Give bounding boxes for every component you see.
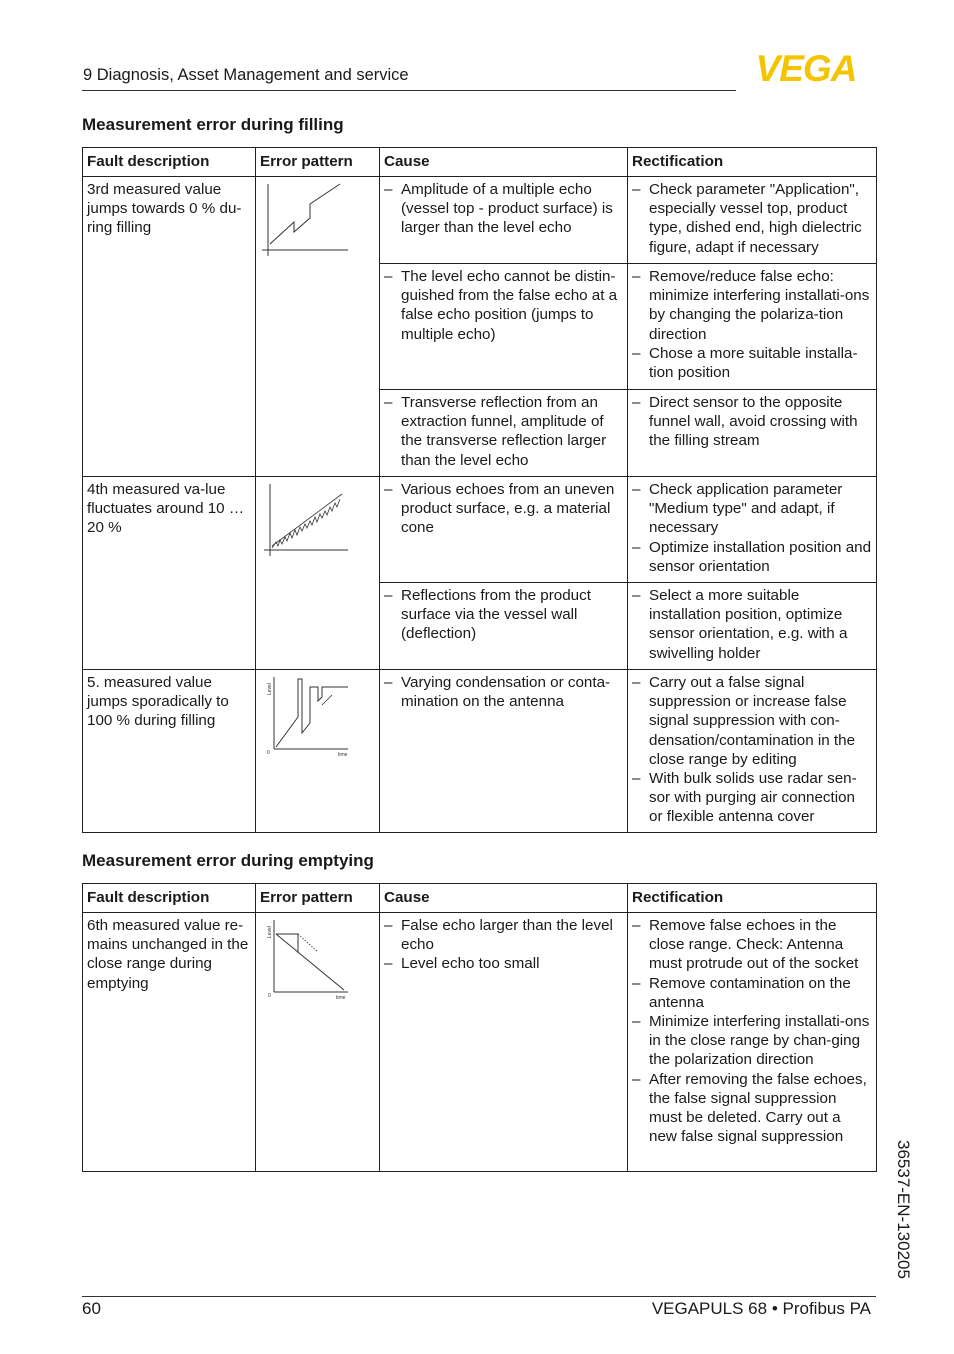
col-cause: Cause — [380, 148, 628, 177]
cause-item: – The level echo cannot be distin-guished from the false echo at a false echo position (jumps to multiple echo) — [384, 267, 623, 344]
cause-cell — [380, 913, 628, 1172]
cause-cell — [380, 264, 628, 390]
rectification-item: – Check parameter "Application", especially vessel top, product type, dished end, high dielectric figure, adapt if necessary — [632, 180, 872, 257]
cause-item: – Reflections from the product surface via the vessel wall (deflection) — [384, 586, 623, 644]
axis-xlabel: time — [338, 752, 348, 757]
rectification-item: – Remove/reduce false echo: minimize interfering installati-ons by changing the polariza-tion direction — [632, 267, 872, 344]
col-fault-description: Fault description — [83, 148, 256, 177]
error-pattern-jump-down-chart — [260, 180, 350, 260]
error-pattern-cell — [256, 670, 380, 833]
emptying-section-title: Measurement error during emptying — [82, 851, 374, 870]
rectification-cell — [628, 390, 877, 477]
cause-cell — [380, 390, 628, 477]
cause-item: – False echo larger than the level echo — [384, 916, 623, 954]
table-row — [83, 477, 877, 583]
error-pattern-cell — [256, 177, 380, 477]
col-error-pattern: Error pattern — [256, 148, 380, 177]
axis-origin: 0 — [268, 993, 271, 999]
fault-description: 5. measured value jumps sporadically to 100 % during filling — [83, 670, 256, 833]
emptying-error-table — [82, 883, 877, 1172]
footer-rule — [82, 1296, 876, 1297]
vega-logo — [740, 52, 873, 84]
cause-cell — [380, 177, 628, 264]
rectification-item: – Carry out a false signal suppression or increase false signal suppression with con-densation/contamination in the close range by editing — [632, 673, 872, 769]
product-name: VEGAPULS 68 • Profibus PA — [651, 1299, 871, 1318]
header-rule — [82, 90, 736, 91]
error-pattern-cell — [256, 477, 380, 670]
table-row — [83, 177, 877, 264]
filling-error-table — [82, 147, 877, 833]
fault-description: 6th measured value re-mains unchanged in the close range during emptying — [83, 913, 256, 1172]
axis-xlabel: time — [336, 995, 346, 1000]
fault-description: 3rd measured value jumps towards 0 % du-ring filling — [83, 177, 256, 477]
cause-item: – Varying condensation or conta-mination on the antenna — [384, 673, 623, 711]
filling-section-title: Measurement error during filling — [82, 115, 344, 134]
table-row — [83, 913, 877, 1172]
rectification-item: – With bulk solids use radar sen-sor with purging air connection or flexible antenna cover — [632, 769, 872, 827]
rectification-cell — [628, 477, 877, 583]
cause-item: – Amplitude of a multiple echo (vessel top - product surface) is larger than the level echo — [384, 180, 623, 238]
cause-item: – Level echo too small — [384, 954, 623, 973]
rectification-item: – Check application parameter "Medium type" and adapt, if necessary — [632, 480, 872, 538]
table-header-row — [83, 884, 877, 913]
rectification-cell — [628, 913, 877, 1172]
error-pattern-fluctuating-chart — [260, 480, 350, 560]
fault-description: 4th measured va-lue fluctuates around 10 … 20 % — [83, 477, 256, 670]
rectification-item: – Remove contamination on the antenna — [632, 974, 872, 1012]
axis-ylabel: Level — [267, 683, 273, 695]
rectification-cell — [628, 583, 877, 670]
table-header-row — [83, 148, 877, 177]
table-row — [83, 670, 877, 833]
rectification-cell — [628, 670, 877, 833]
col-cause: Cause — [380, 884, 628, 913]
rectification-cell — [628, 177, 877, 264]
cause-cell — [380, 670, 628, 833]
page-number: 60 — [82, 1299, 101, 1318]
cause-cell — [380, 477, 628, 583]
rectification-item: – Select a more suitable installation position, optimize sensor orientation, e.g. with a swivelling holder — [632, 586, 872, 663]
col-error-pattern: Error pattern — [256, 884, 380, 913]
axis-origin: 0 — [267, 750, 270, 756]
error-pattern-unchanged-close-range-chart — [260, 916, 350, 1000]
rectification-item: – After removing the false echoes, the false signal suppression must be deleted. Carry out a new false signal suppression — [632, 1070, 872, 1147]
cause-item: – Various echoes from an uneven product surface, e.g. a material cone — [384, 480, 623, 538]
rectification-item: – Chose a more suitable installa-tion position — [632, 344, 872, 382]
error-pattern-cell — [256, 913, 380, 1172]
document-id: 36537-EN-130205 — [894, 1140, 913, 1279]
svg-text:VEGA: VEGA — [755, 52, 857, 84]
rectification-cell — [628, 264, 877, 390]
error-pattern-jump-up-chart — [260, 673, 350, 757]
cause-item: – Transverse reflection from an extraction funnel, amplitude of the transverse reflection larger than the level echo — [384, 393, 623, 470]
rectification-item: – Direct sensor to the opposite funnel wall, avoid crossing with the filling stream — [632, 393, 872, 451]
cause-cell — [380, 583, 628, 670]
header-section-title: 9 Diagnosis, Asset Management and service — [83, 66, 409, 84]
col-fault-description: Fault description — [83, 884, 256, 913]
rectification-item: – Remove false echoes in the close range. Check: Antenna must protrude out of the socket — [632, 916, 872, 974]
rectification-item: – Optimize installation position and sensor orientation — [632, 538, 872, 576]
col-rectification: Rectification — [628, 148, 877, 177]
axis-ylabel: Level — [267, 926, 273, 938]
rectification-item: – Minimize interfering installati-ons in the close range by chan-ging the polarization direction — [632, 1012, 872, 1070]
col-rectification: Rectification — [628, 884, 877, 913]
